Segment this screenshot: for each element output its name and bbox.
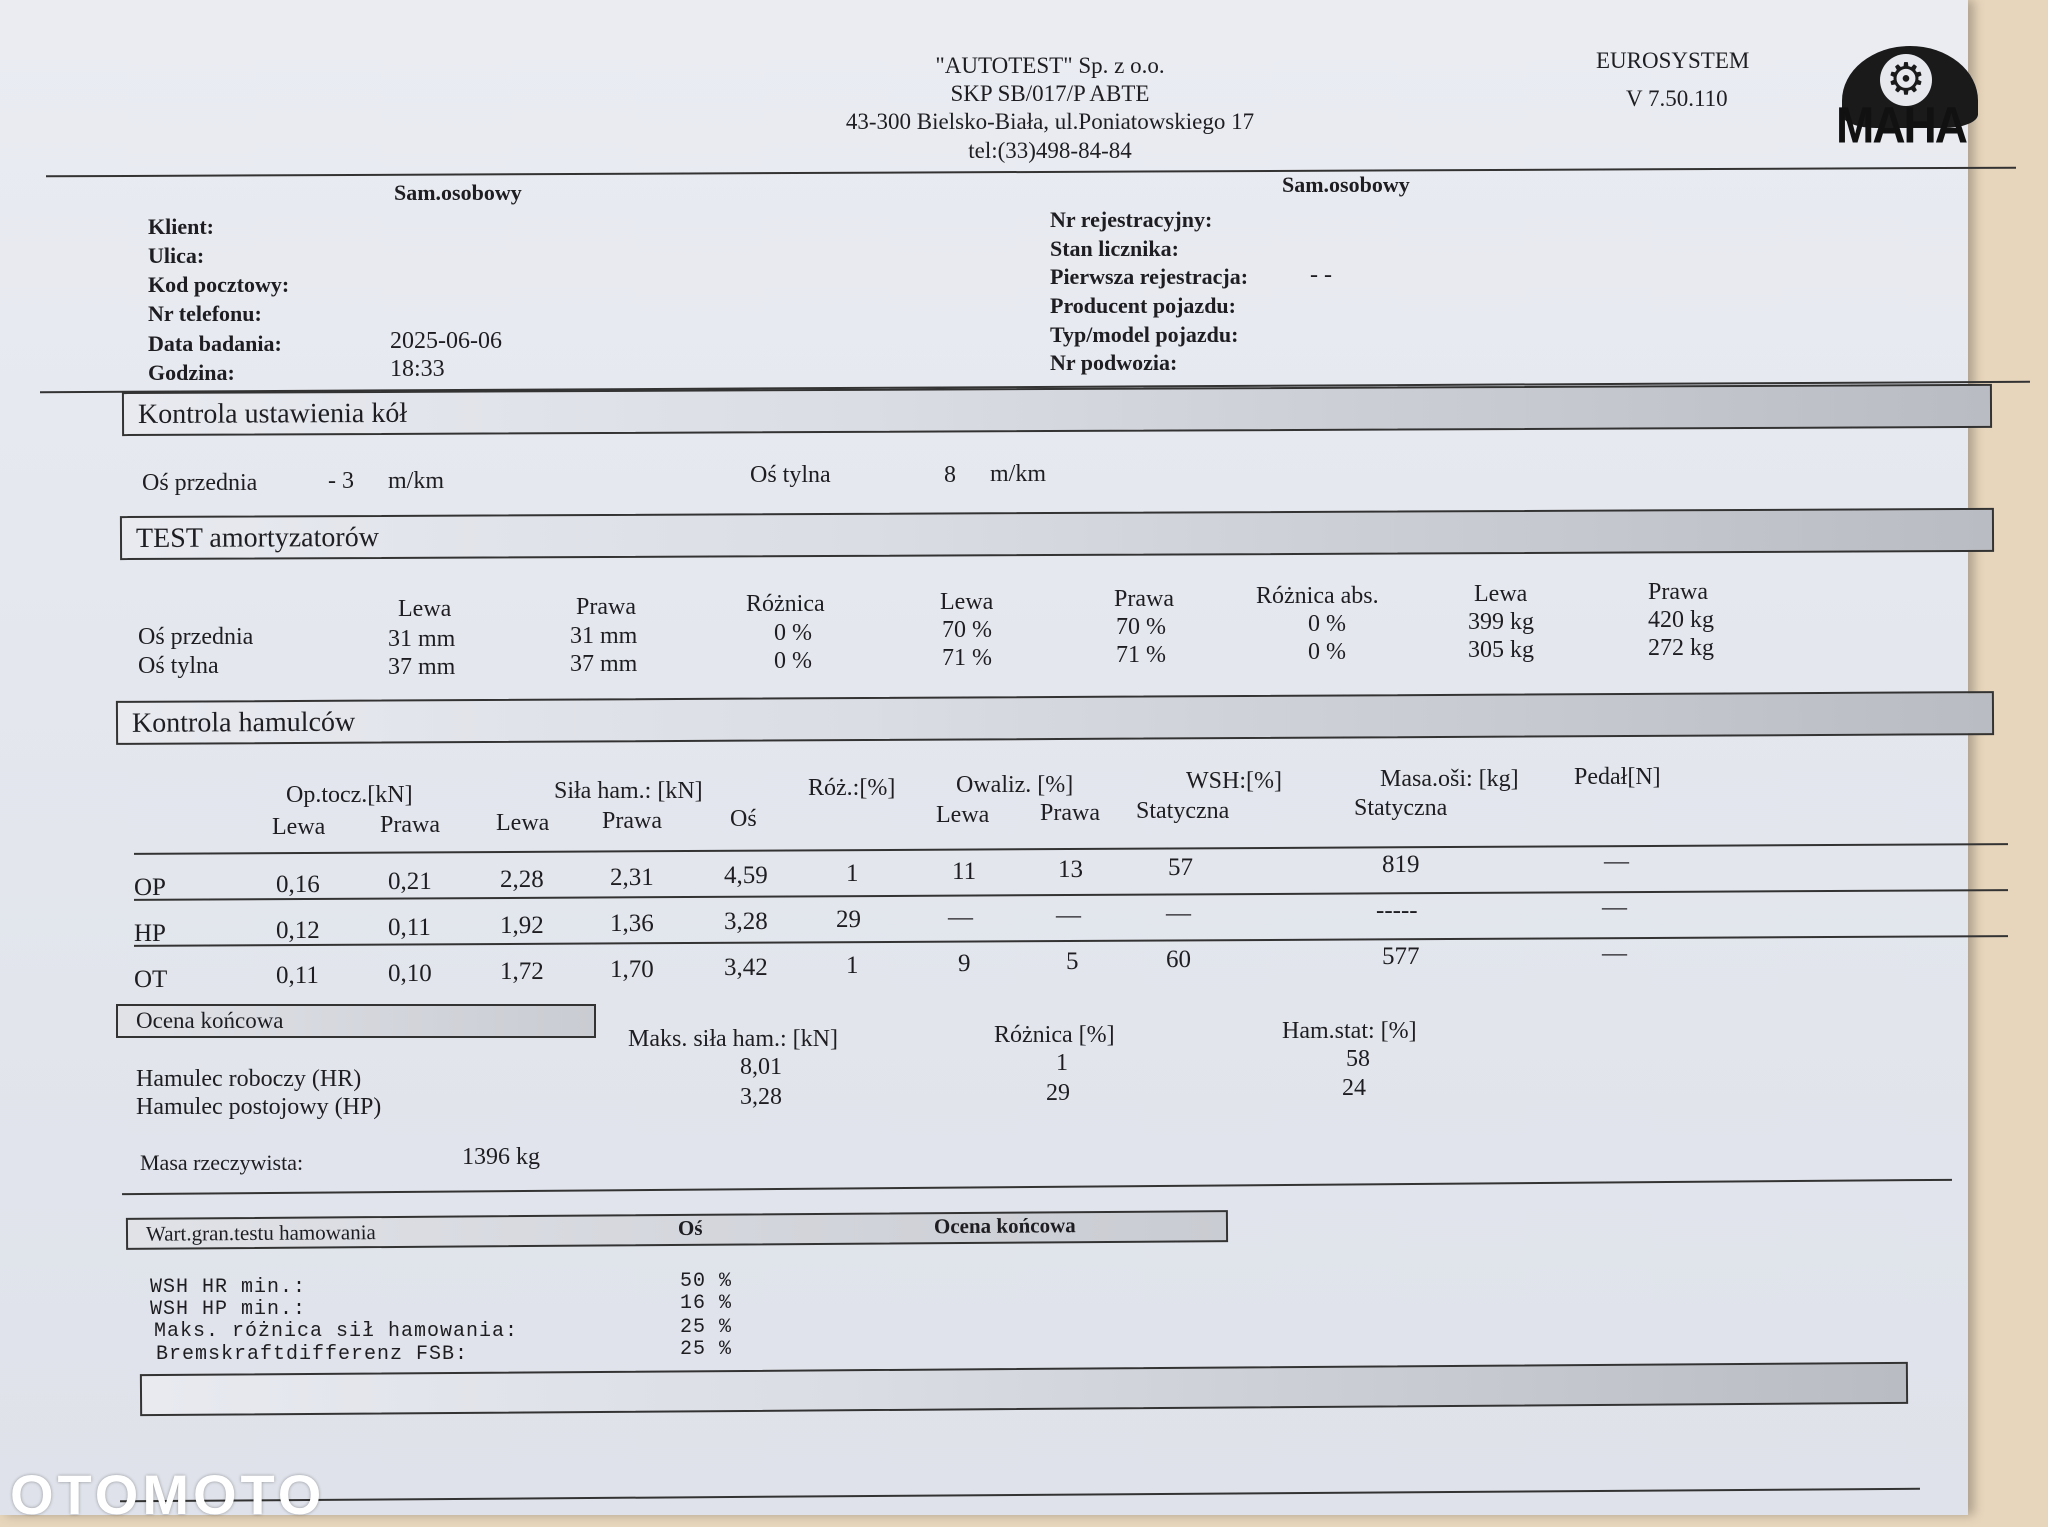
ow-prawa-subheader: Prawa (1040, 800, 1100, 826)
actual-mass-value: 1396 kg (462, 1144, 540, 1170)
cell: 0 % (774, 620, 812, 646)
cell: 71 % (942, 645, 992, 671)
cell: 71 % (1116, 642, 1166, 668)
max-force-header: Maks. siła ham.: [kN] (628, 1026, 838, 1052)
front-axle-unit: m/km (388, 468, 445, 494)
pedal-header: Pedał[N] (1574, 764, 1661, 790)
final-assessment-title: Ocena końcowa (136, 1008, 284, 1033)
op-lewa-subheader: Lewa (272, 814, 326, 840)
shock-test-title: TEST amortyzatorów (135, 521, 379, 555)
pierwsza-rejestracja-value: - - (1310, 262, 1332, 288)
pierwsza-rejestracja-label: Pierwsza rejestracja: (1050, 264, 1249, 289)
cell: 0,21 (388, 868, 432, 895)
op-tocz-header: Op.tocz.[kN] (286, 782, 413, 808)
shock-header: Lewa (1474, 581, 1528, 607)
shock-test-section (120, 508, 1994, 560)
cell: — (948, 904, 973, 931)
shock-header: Różnica (746, 591, 825, 617)
cell: 31 mm (570, 623, 638, 649)
cell: 1,36 (610, 910, 654, 937)
system-version: V 7.50.110 (1626, 86, 1728, 111)
owaliz-header: Owaliz. [%] (956, 772, 1074, 798)
cell: 29 (1046, 1080, 1070, 1106)
cell: 420 kg (1648, 607, 1714, 633)
limit-label: Maks. różnica sił hamowania: (154, 1320, 519, 1343)
cell: 8,01 (740, 1054, 782, 1080)
cell: 305 kg (1468, 637, 1534, 663)
signature-box (140, 1362, 1908, 1416)
cell: 0,10 (388, 960, 432, 987)
limits-ocena-header: Ocena końcowa (933, 1213, 1076, 1239)
nr-podwozia-label: Nr podwozia: (1050, 350, 1178, 375)
rear-axle-unit: m/km (990, 461, 1047, 487)
cell: 1 (846, 860, 859, 887)
front-axle-label: Oś przednia (142, 470, 258, 496)
wsh-stat-subheader: Statyczna (1136, 798, 1230, 824)
final-assessment-header (116, 1004, 596, 1038)
ow-lewa-subheader: Lewa (936, 802, 990, 828)
cell: 0,11 (276, 962, 319, 989)
cell: 0 % (774, 648, 812, 674)
brake-limits-title: Wart.gran.testu hamowania (145, 1220, 376, 1246)
cell: 24 (1342, 1075, 1366, 1101)
telefon-label: Nr telefonu: (148, 301, 262, 326)
shock-header: Lewa (940, 589, 994, 615)
cell: 11 (952, 858, 977, 885)
roz-header: Róż.:[%] (808, 775, 896, 801)
klient-label: Klient: (148, 214, 214, 239)
cell: 31 mm (388, 626, 456, 652)
cell: 272 kg (1648, 635, 1714, 661)
front-axle-value: - 3 (328, 468, 354, 494)
assessment-divider (122, 1179, 1952, 1195)
static-brake-header: Ham.stat: [%] (1282, 1018, 1417, 1044)
cell: 37 mm (388, 654, 456, 680)
sila-prawa-subheader: Prawa (602, 808, 662, 834)
wheel-alignment-section (122, 384, 1992, 436)
typ-model-label: Typ/model pojazdu: (1050, 322, 1239, 347)
cell: 0 % (1308, 639, 1346, 665)
row-label: Hamulec roboczy (HR) (136, 1066, 362, 1092)
cell: 60 (1166, 946, 1191, 973)
station-code: SKP SB/017/P ABTE (950, 81, 1150, 106)
otomoto-watermark: OTOMOTO (10, 1463, 326, 1526)
shock-header: Prawa (576, 594, 636, 620)
limit-label: Bremskraftdifferenz FSB: (156, 1343, 469, 1366)
vehicle-type-right: Sam.osobowy (1282, 172, 1410, 197)
system-name: EUROSYSTEM (1596, 48, 1750, 73)
cell: 1,70 (610, 956, 654, 983)
kod-pocztowy-label: Kod pocztowy: (148, 272, 290, 297)
vehicle-type-left: Sam.osobowy (394, 180, 522, 205)
shock-header: Prawa (1114, 586, 1174, 612)
row-label: Oś tylna (138, 653, 219, 679)
brake-control-title: Kontrola hamulców (131, 706, 356, 739)
cell: 13 (1058, 856, 1083, 883)
bottom-divider (120, 1488, 1920, 1502)
cell: 0,12 (276, 917, 320, 944)
cell: 29 (836, 906, 861, 933)
rear-axle-label: Oś tylna (750, 462, 831, 488)
cell: 2,28 (500, 866, 544, 893)
cell: 70 % (1116, 614, 1166, 640)
nr-rejestracyjny-label: Nr rejestracyjny: (1050, 207, 1213, 232)
row-label: Hamulec postojowy (HP) (136, 1094, 382, 1120)
cell: 2,31 (610, 864, 654, 891)
brake-header-line (134, 843, 2008, 854)
cell: — (1056, 902, 1081, 929)
company-name: "AUTOTEST" Sp. z o.o. (935, 53, 1165, 78)
cell: — (1602, 940, 1627, 967)
cell: 1,92 (500, 912, 544, 939)
cell: 4,59 (724, 862, 768, 889)
brake-limits-header (126, 1210, 1228, 1250)
limit-label: WSH HP min.: (150, 1298, 307, 1321)
producent-label: Producent pojazdu: (1050, 293, 1236, 318)
cell: 399 kg (1468, 609, 1534, 635)
difference-header: Różnica [%] (994, 1022, 1115, 1048)
masa-osi-header: Masa.oši: [kg] (1380, 766, 1519, 792)
company-address: 43-300 Bielsko-Biała, ul.Poniatowskiego 17 (845, 109, 1255, 134)
limit-label: WSH HR min.: (150, 1276, 307, 1299)
cell: 70 % (942, 617, 992, 643)
actual-mass-label: Masa rzeczywista: (140, 1150, 304, 1175)
cell: — (1602, 894, 1627, 921)
cell: 819 (1382, 851, 1420, 878)
data-badania-value: 2025-06-06 (390, 328, 502, 354)
shock-header: Lewa (398, 596, 452, 622)
limit-value: 25 % (680, 1338, 733, 1361)
cell: 3,28 (724, 908, 768, 935)
row-label: HP (134, 920, 166, 947)
logo-text: MAHA (1836, 96, 1966, 154)
cell: 37 mm (570, 651, 638, 677)
cell: — (1166, 900, 1191, 927)
wsh-header: WSH:[%] (1186, 768, 1282, 794)
cell: 58 (1346, 1046, 1370, 1072)
masa-stat-subheader: Statyczna (1354, 795, 1448, 821)
cell: ----- (1376, 897, 1418, 924)
cell: 9 (958, 950, 971, 977)
row-label: Oś przednia (138, 624, 254, 650)
cell: 0 % (1308, 611, 1346, 637)
header-divider (46, 167, 2016, 177)
row-label: OT (134, 966, 168, 993)
limits-os-header: Oś (677, 1215, 703, 1240)
wheel-alignment-title: Kontrola ustawienia kół (137, 397, 408, 431)
sila-ham-header: Siła ham.: [kN] (554, 778, 703, 804)
cell: 3,28 (740, 1084, 782, 1110)
company-phone: tel:(33)498-84-84 (968, 138, 1132, 163)
gear-icon: ⚙ (1880, 54, 1932, 106)
godzina-label: Godzina: (148, 360, 235, 385)
brake-control-section (116, 691, 1994, 745)
cell: 1,72 (500, 958, 544, 985)
op-prawa-subheader: Prawa (380, 812, 440, 838)
rear-axle-value: 8 (944, 462, 956, 488)
godzina-value: 18:33 (390, 356, 445, 382)
shock-header: Różnica abs. (1256, 583, 1379, 609)
cell: 1 (1056, 1050, 1068, 1076)
cell: 0,11 (388, 914, 431, 941)
ulica-label: Ulica: (148, 243, 205, 268)
row-label: OP (134, 874, 166, 901)
cell: 5 (1066, 948, 1079, 975)
cell: — (1604, 848, 1629, 875)
cell: 57 (1168, 854, 1193, 881)
data-badania-label: Data badania: (148, 331, 282, 356)
cell: 3,42 (724, 954, 768, 981)
sila-lewa-subheader: Lewa (496, 810, 550, 836)
shock-header: Prawa (1648, 579, 1708, 605)
cell: 577 (1382, 943, 1420, 970)
sila-os-subheader: Oś (730, 806, 757, 832)
limit-value: 25 % (680, 1316, 733, 1339)
limit-value: 16 % (680, 1292, 733, 1315)
cell: 1 (846, 952, 859, 979)
stan-licznika-label: Stan licznika: (1050, 236, 1179, 261)
limit-value: 50 % (680, 1270, 733, 1293)
cell: 0,16 (276, 871, 320, 898)
